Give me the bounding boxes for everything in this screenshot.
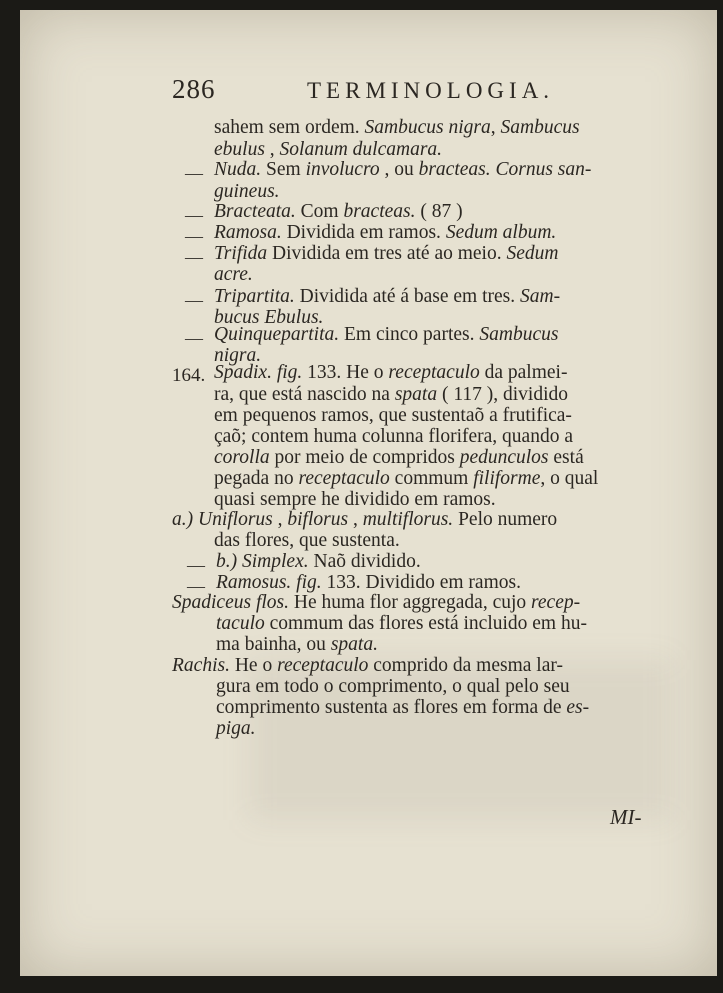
text-line-4: guineus.: [214, 181, 280, 202]
text-line-23: Ramosus. fig. 133. Dividido em ramos.: [216, 572, 521, 593]
dash-marker: —: [185, 163, 203, 183]
text-line-17: corolla por meio de compridos pedunculos está: [214, 447, 584, 468]
dash-marker: —: [187, 576, 205, 596]
text-line-13: Spadix. fig. 133. He o receptaculo da palmei-: [214, 362, 568, 383]
text-line-6: Ramosa. Dividida em ramos. Sedum album.: [214, 222, 557, 243]
dash-marker: —: [185, 290, 203, 310]
page-header: [172, 74, 672, 108]
text-line-19: quasi sempre he dividido em ramos.: [214, 489, 496, 510]
text-line-21: das flores, que sustenta.: [214, 530, 400, 551]
text-line-26: ma bainha, ou spata.: [216, 634, 378, 655]
dash-marker: —: [185, 328, 203, 348]
dash-marker: —: [187, 555, 205, 575]
text-line-2: ebulus , Solanum dulcamara.: [214, 139, 443, 160]
text-line-1: sahem sem ordem. Sambucus nigra, Sambucus: [214, 117, 580, 138]
text-line-12: nigra.: [214, 345, 262, 366]
text-line-10: bucus Ebulus.: [214, 307, 324, 328]
text-line-7: Trifida Dividida em tres até ao meio. Sedum: [214, 243, 559, 264]
text-line-27: Rachis. He o receptaculo comprido da mesma lar-: [172, 655, 563, 676]
text-line-24: Spadiceus flos. He huma flor aggregada, cujo recep-: [172, 592, 581, 613]
page-number: 286: [172, 74, 216, 104]
dash-marker: —: [185, 247, 203, 267]
text-line-29: comprimento sustenta as flores em forma de es-: [216, 697, 590, 718]
paragraph-number: 164.: [172, 365, 206, 386]
text-line-18: pegada no receptaculo commum filiforme, o qual: [214, 468, 599, 489]
text-line-20: a.) Uniflorus , biflorus , multiflorus. Pelo numero: [172, 509, 558, 530]
catchword: MI-: [610, 805, 642, 829]
text-line-22: b.) Simplex. Naõ dividido.: [216, 551, 421, 572]
text-line-14: ra, que está nascido na spata ( 117 ), dividido: [214, 384, 569, 405]
dash-marker: —: [185, 226, 203, 246]
text-line-15: em pequenos ramos, que sustentaõ a frutifica-: [214, 405, 572, 426]
text-line-8: acre.: [214, 264, 253, 285]
text-line-28: gura em todo o comprimento, o qual pelo seu: [216, 676, 570, 697]
text-line-9: Tripartita. Dividida até á base em tres. Sam-: [214, 286, 561, 307]
text-line-30: piga.: [216, 718, 256, 739]
running-title: TERMINOLOGIA.: [307, 78, 555, 103]
text-line-3: Nuda. Sem involucro , ou bracteas. Cornus san-: [214, 159, 592, 180]
dash-marker: —: [185, 205, 203, 225]
text-line-11: Quinquepartita. Em cinco partes. Sambucus: [214, 324, 559, 345]
text-line-25: taculo commum das flores está incluido em hu-: [216, 613, 587, 634]
text-line-16: çaõ; contem huma colunna florifera, quando a: [214, 426, 573, 447]
text-line-5: Bracteata. Com bracteas. ( 87 ): [214, 201, 463, 222]
